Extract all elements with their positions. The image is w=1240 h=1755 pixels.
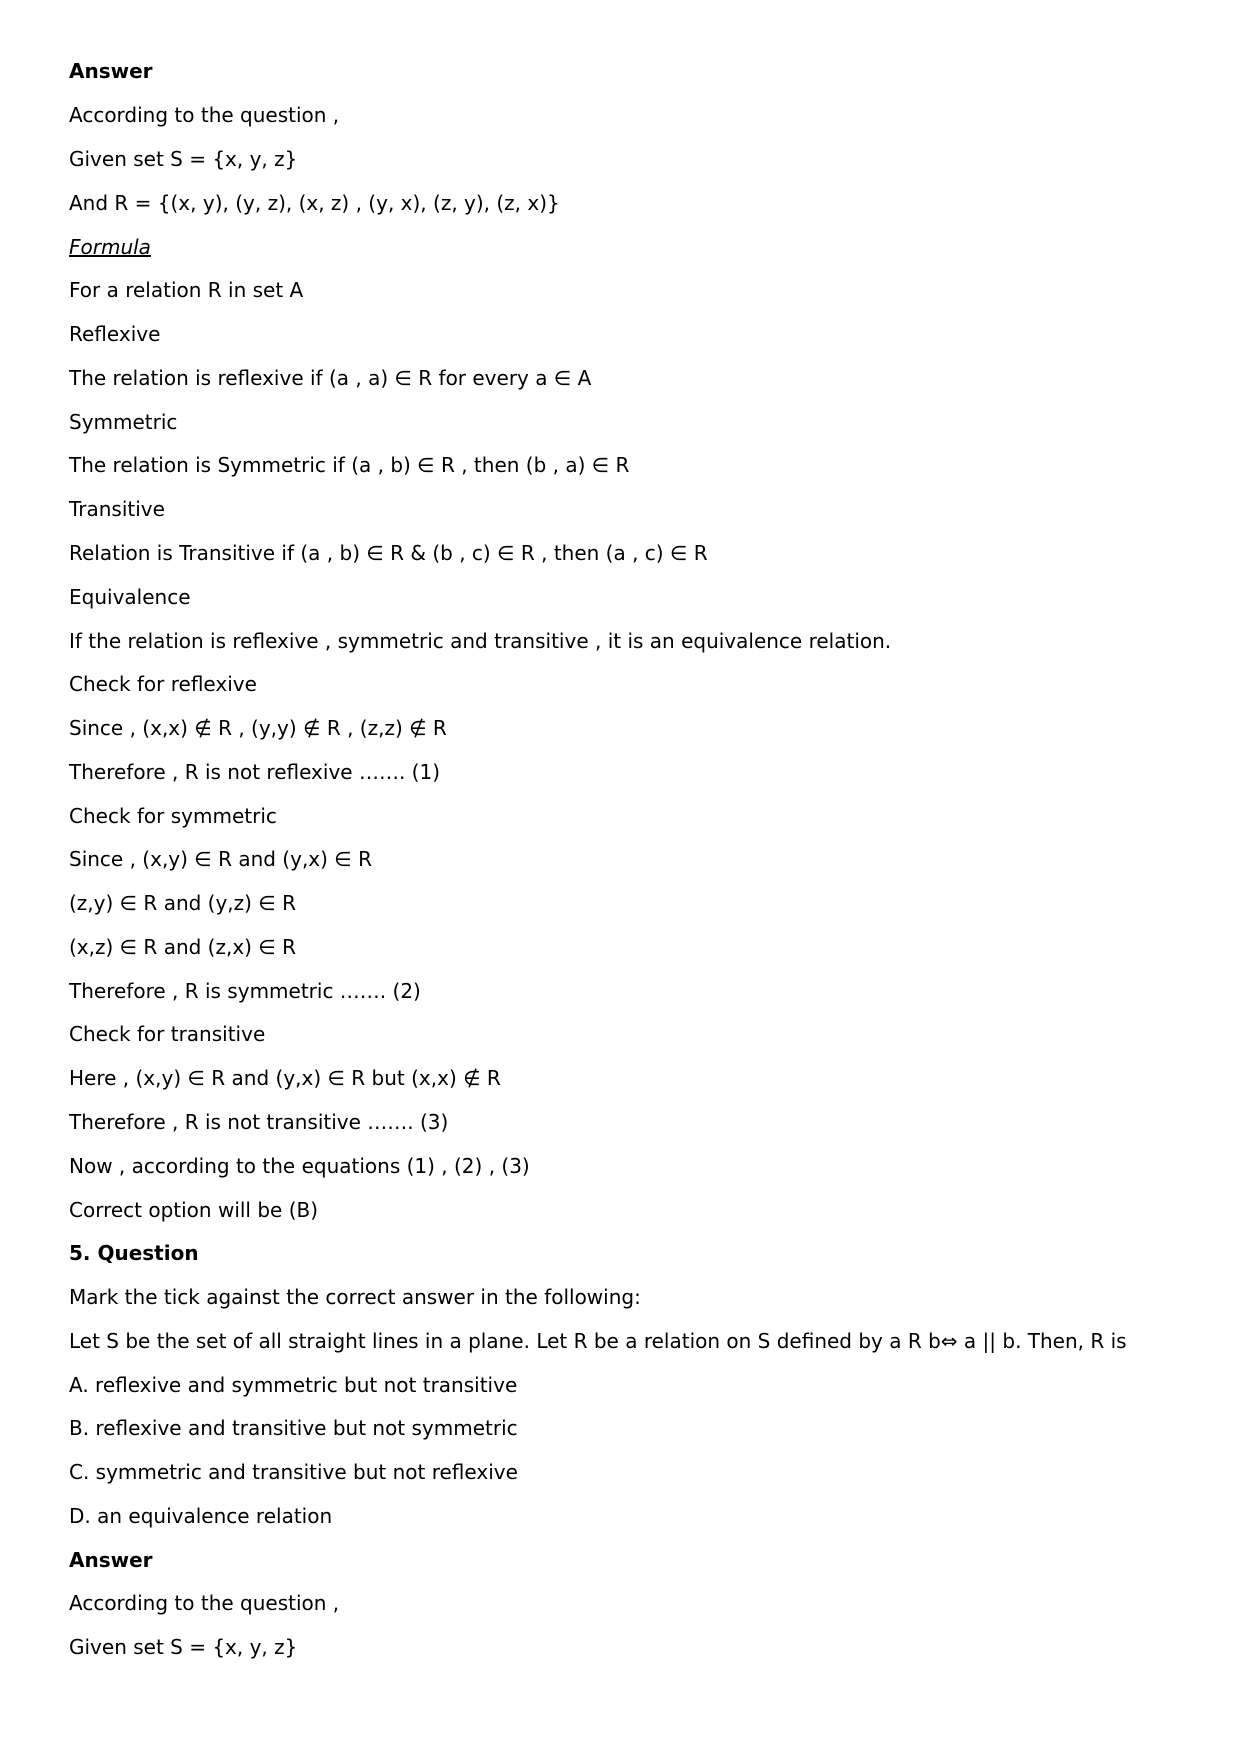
text-line: Therefore , R is symmetric ……. (2)	[69, 979, 421, 1003]
text-line: (x,z) ∈ R and (z,x) ∈ R	[69, 935, 297, 959]
question-heading: 5. Question	[69, 1241, 199, 1265]
option-b: B. reflexive and transitive but not symmetric	[69, 1416, 518, 1440]
text-line: And R = {(x, y), (y, z), (x, z) , (y, x), (z, y), (z, x)}	[69, 191, 560, 215]
text-line: The relation is reflexive if (a , a) ∈ R for every a ∈ A	[69, 366, 592, 390]
text-line: Check for transitive	[69, 1022, 266, 1046]
text-line: If the relation is reflexive , symmetric and transitive , it is an equivalence relation.	[69, 629, 892, 653]
text-line: Reflexive	[69, 322, 161, 346]
formula-heading: Formula	[69, 235, 151, 259]
text-line: Given set S = {x, y, z}	[69, 147, 298, 171]
answer-heading: Answer	[69, 1548, 153, 1572]
text-line: Since , (x,y) ∈ R and (y,x) ∈ R	[69, 847, 372, 871]
text-line: Now , according to the equations (1) , (2) , (3)	[69, 1154, 530, 1178]
question-text: Let S be the set of all straight lines in a plane. Let R be a relation on S defined by a R b⇔ a || b. Then, R is	[69, 1329, 1127, 1353]
option-d: D. an equivalence relation	[69, 1504, 333, 1528]
option-a: A. reflexive and symmetric but not transitive	[69, 1373, 518, 1397]
text-line: Equivalence	[69, 585, 191, 609]
text-line: Transitive	[69, 497, 165, 521]
text-line: Relation is Transitive if (a , b) ∈ R & (b , c) ∈ R , then (a , c) ∈ R	[69, 541, 708, 565]
text-line: For a relation R in set A	[69, 278, 304, 302]
text-line: Correct option will be (B)	[69, 1198, 319, 1222]
text-line: Therefore , R is not transitive ……. (3)	[69, 1110, 449, 1134]
text-line: (z,y) ∈ R and (y,z) ∈ R	[69, 891, 297, 915]
text-line: Since , (x,x) ∉ R , (y,y) ∉ R , (z,z) ∉ R	[69, 716, 447, 740]
text-line: According to the question ,	[69, 1591, 340, 1615]
text-line: According to the question ,	[69, 103, 340, 127]
text-line: Check for reflexive	[69, 672, 257, 696]
text-line: The relation is Symmetric if (a , b) ∈ R , then (b , a) ∈ R	[69, 453, 630, 477]
text-line: Symmetric	[69, 410, 178, 434]
text-line: Therefore , R is not reflexive ……. (1)	[69, 760, 440, 784]
text-line: Given set S = {x, y, z}	[69, 1635, 298, 1659]
text-line: Check for symmetric	[69, 804, 277, 828]
option-c: C. symmetric and transitive but not reflexive	[69, 1460, 518, 1484]
answer-heading: Answer	[69, 59, 153, 83]
text-line: Here , (x,y) ∈ R and (y,x) ∈ R but (x,x) ∉ R	[69, 1066, 501, 1090]
text-line: Mark the tick against the correct answer in the following:	[69, 1285, 641, 1309]
